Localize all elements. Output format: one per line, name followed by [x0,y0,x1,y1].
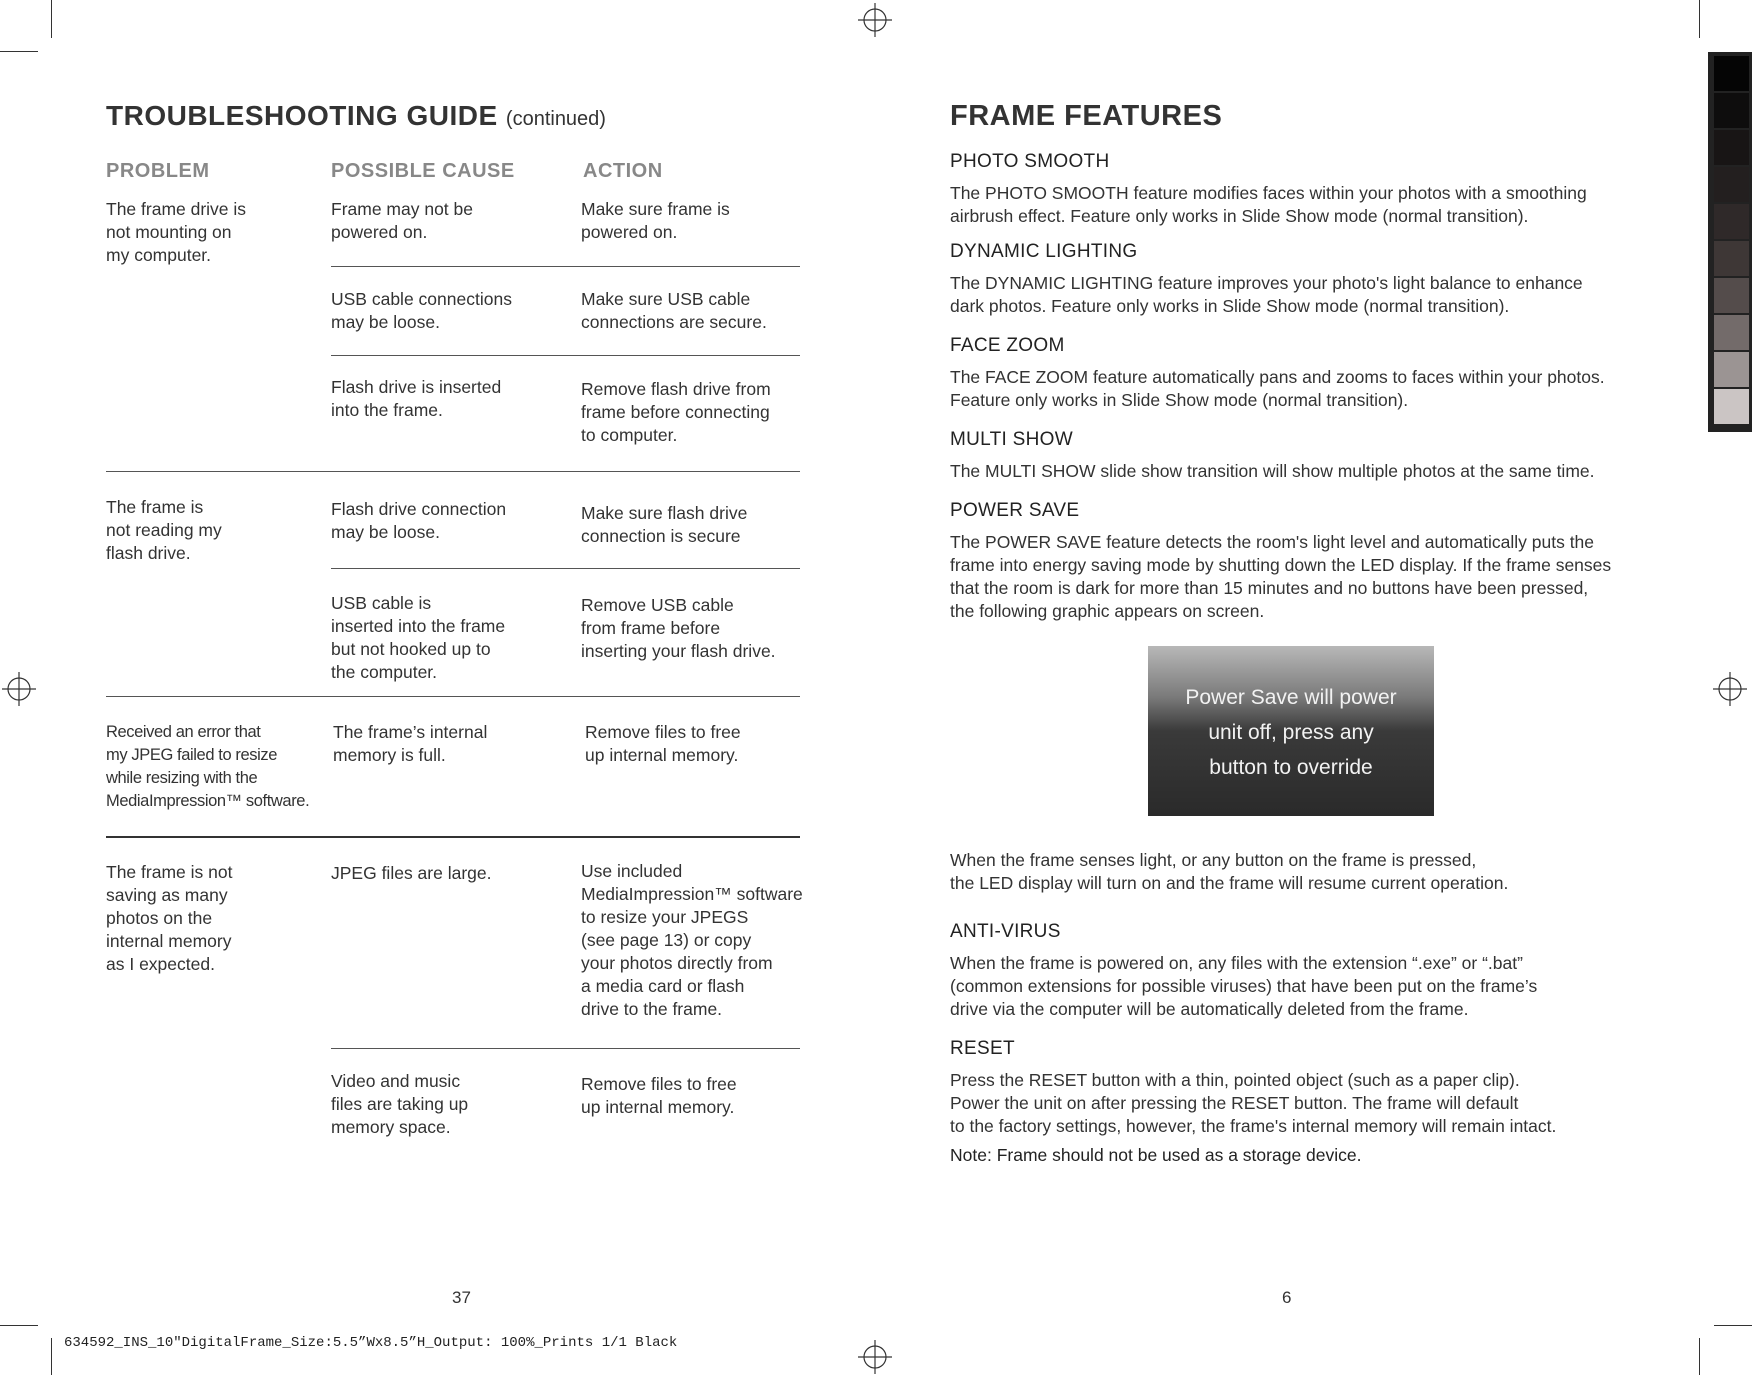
feature-heading: FACE ZOOM [950,335,1065,356]
color-swatch [1711,389,1749,424]
color-swatch [1711,93,1749,128]
registration-mark-icon [1713,672,1747,706]
cause-text: USB cable is inserted into the frame but not hooked up to the computer. [331,593,506,682]
action-text: Remove flash drive from frame before connecting to computer. [581,379,771,445]
print-slug: 634592_INS_10"DigitalFrame_Size:5.5”Wx8.5”H_Output: 100%_Prints 1/1 Black [64,1335,678,1351]
action-text: Make sure frame is powered on. [581,199,730,242]
after-graphic-text: When the frame senses light, or any button on the frame is pressed, the LED display will turn on and the frame will resume current operation. [950,850,1509,893]
registration-mark-icon [2,672,36,706]
storage-note: Note: Frame should not be used as a storage device. [950,1145,1362,1165]
action-text: Make sure flash drive connection is secure [581,503,748,546]
color-swatch [1711,352,1749,387]
action-text: Remove files to free up internal memory. [585,722,741,765]
crop-mark [51,1338,52,1375]
column-header-action: ACTION [583,160,663,182]
feature-body: The FACE ZOOM feature automatically pans and zooms to faces within your photos. Feature only works in Slide Show mode (normal transition). [950,367,1605,410]
column-header-cause: POSSIBLE CAUSE [331,160,515,182]
title-suffix: (continued) [505,108,606,130]
cause-text: JPEG files are large. [331,863,492,883]
action-text: Remove USB cable from frame before inserting your flash drive. [581,595,776,661]
row-divider [106,696,800,697]
problem-text: The frame is not reading my flash drive. [106,497,222,563]
feature-heading: PHOTO SMOOTH [950,151,1110,172]
crop-mark [51,0,52,38]
feature-heading: RESET [950,1038,1015,1059]
color-swatch [1711,241,1749,276]
feature-body: The DYNAMIC LIGHTING feature improves your photo's light balance to enhance dark photos. Feature only works in Slide Show mode (normal transition). [950,273,1583,316]
page-number: 6 [1282,1288,1292,1307]
problem-text: The frame is not saving as many photos on the internal memory as I expected. [106,862,233,974]
crop-mark [1714,1325,1752,1326]
feature-heading: DYNAMIC LIGHTING [950,241,1138,262]
color-swatch [1711,167,1749,202]
page-title [106,100,606,132]
crop-mark [0,51,38,52]
feature-body: When the frame is powered on, any files with the extension “.exe” or “.bat” (common extensions for possible viruses) that have been put on the frame’s drive via the computer will be automatically deleted from the frame. [950,953,1538,1019]
row-divider [331,355,800,356]
action-text: Use included MediaImpression™ software to resize your JPEGS (see page 13) or copy your photos directly from a media card or flash drive to the frame. [581,861,803,1019]
feature-body: The PHOTO SMOOTH feature modifies faces within your photos with a smoothing airbrush effect. Feature only works in Slide Show mode (normal transition). [950,183,1587,226]
color-swatch [1711,56,1749,91]
feature-heading: POWER SAVE [950,500,1080,521]
registration-mark-icon [858,1340,892,1374]
row-divider [106,836,800,838]
row-divider [331,266,800,267]
problem-text: The frame drive is not mounting on my computer. [106,199,247,265]
color-swatch [1711,278,1749,313]
feature-body: The MULTI SHOW slide show transition will show multiple photos at the same time. [950,461,1595,481]
color-swatch [1711,204,1749,239]
title-text: TROUBLESHOOTING GUIDE [106,100,498,131]
action-text: Make sure USB cable connections are secure. [581,289,767,332]
column-header-problem: PROBLEM [106,160,210,182]
cause-text: Flash drive is inserted into the frame. [331,377,502,420]
features-title: FRAME FEATURES [950,100,1223,132]
row-divider [331,1048,800,1049]
crop-mark [1699,0,1700,38]
row-divider [106,471,800,472]
cause-text: Flash drive connection may be loose. [331,499,507,542]
registration-mark-icon [858,3,892,37]
cause-text: Frame may not be powered on. [331,199,473,242]
feature-heading: MULTI SHOW [950,429,1073,450]
color-swatch [1711,130,1749,165]
crop-mark [0,1325,38,1326]
page-number: 37 [452,1288,471,1307]
cause-text: The frame’s internal memory is full. [333,722,488,765]
cause-text: USB cable connections may be loose. [331,289,512,332]
feature-body: The POWER SAVE feature detects the room's light level and automatically puts the frame into energy saving mode by shutting down the LED display. If the frame senses that the room is dark for more than 15 minutes and no buttons have been pressed, the following graphic appears on screen. [950,532,1612,621]
action-text: Remove files to free up internal memory. [581,1074,737,1117]
problem-text: Received an error that my JPEG failed to resize while resizing with the MediaImpression™ software. [106,723,310,810]
crop-mark [1699,1338,1700,1375]
power-save-graphic: Power Save will power unit off, press any button to override [1148,646,1434,816]
cause-text: Video and music files are taking up memory space. [331,1071,469,1137]
color-swatch [1711,315,1749,350]
feature-heading: ANTI-VIRUS [950,921,1061,942]
feature-body: Press the RESET button with a thin, pointed object (such as a paper clip). Power the unit on after pressing the RESET button. The frame will default to the factory settings, however, the frame's internal memory will remain intact. [950,1070,1557,1136]
row-divider [331,568,800,569]
